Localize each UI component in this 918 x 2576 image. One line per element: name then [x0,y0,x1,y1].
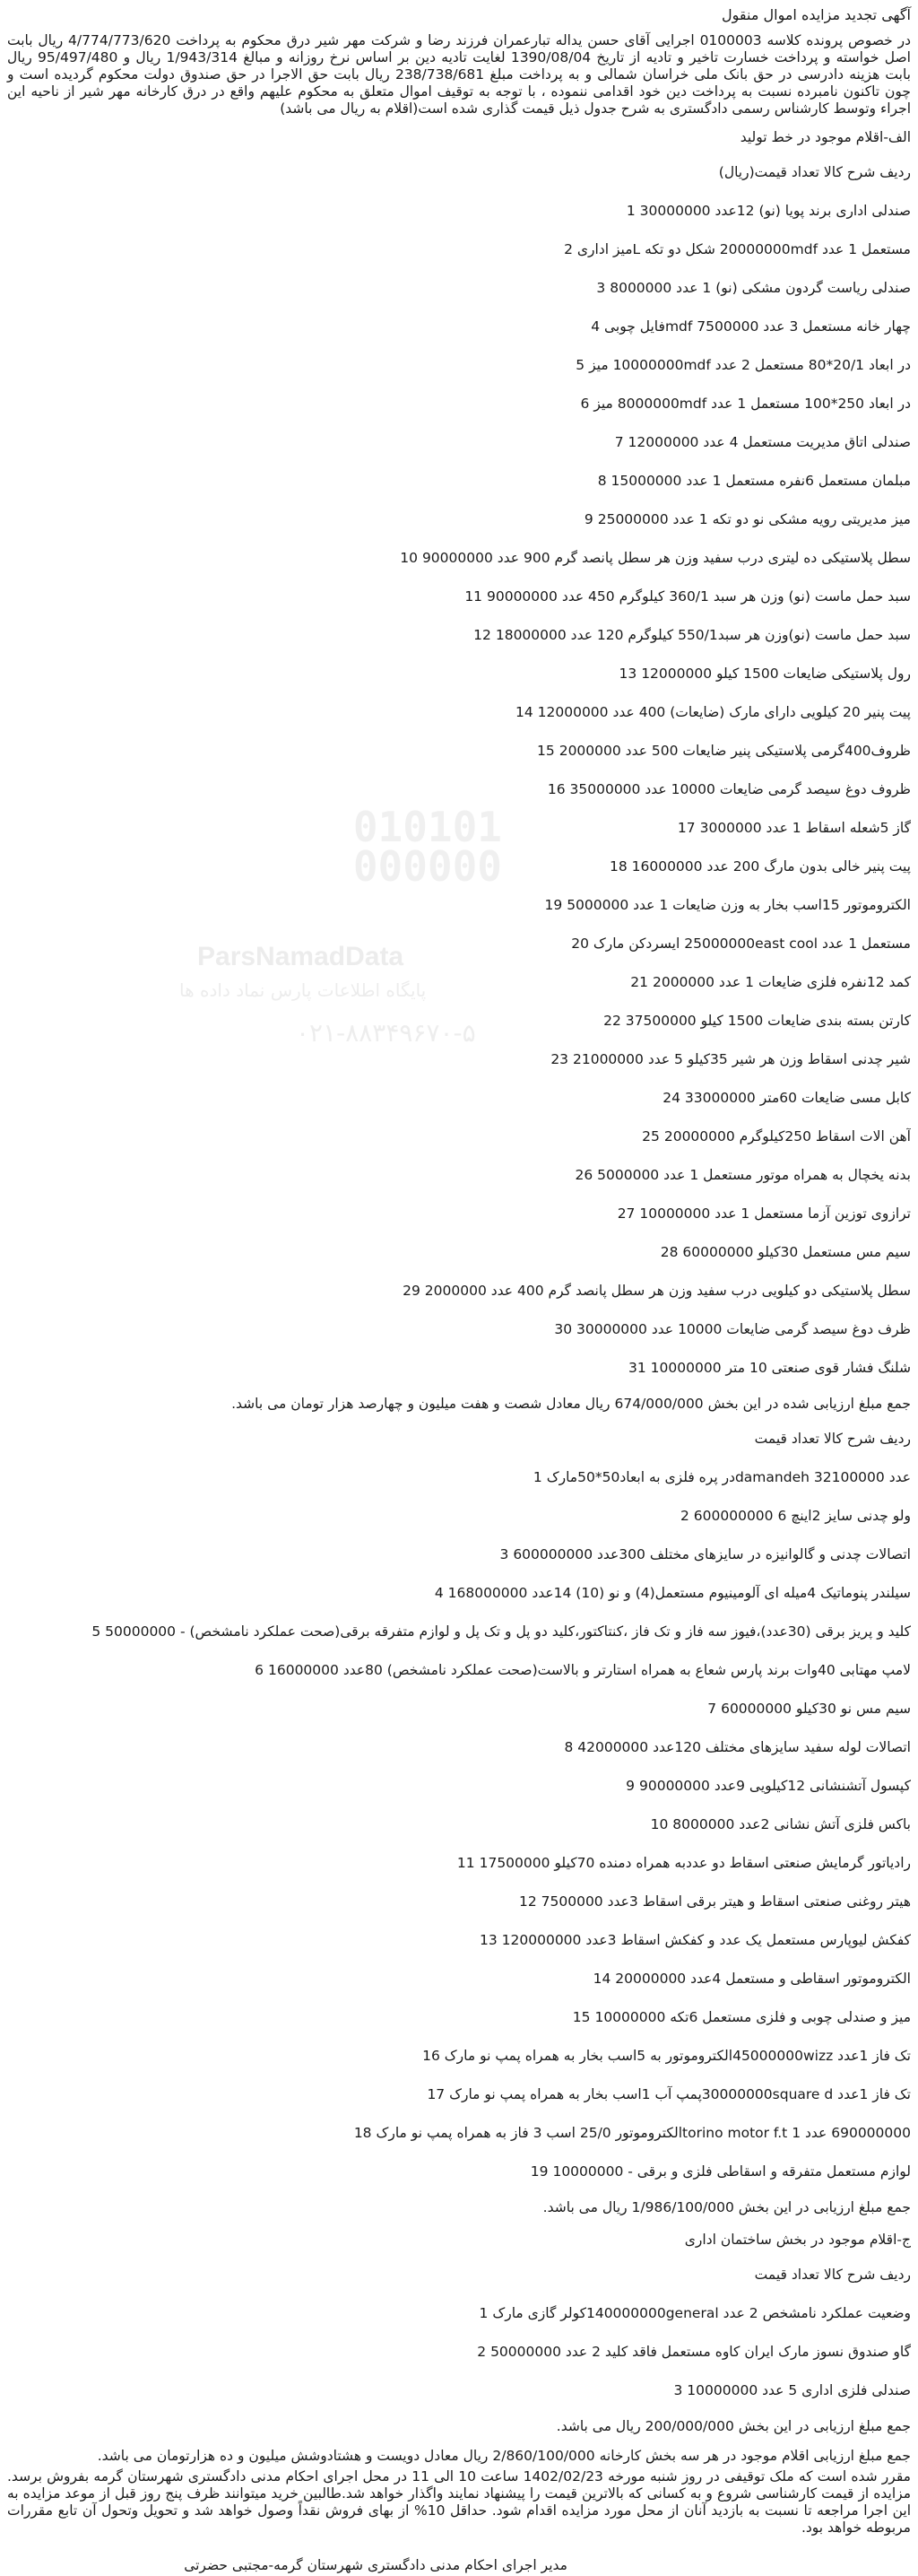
item-row: بدنه یخچال به همراه موتور مستعمل 1 عدد 5000000 26 [575,1167,911,1183]
item-row: در ابعاد 250*100 مستعمل 1 عدد 8000000mdf میز 6 [580,396,911,412]
item-row: تک فاز 1عدد 30000000square dپمپ آب 1اسب بخار به همراه پمپ نو مارک 17 [427,2086,911,2102]
item-row: صندلی فلزی اداری 5 عدد 10000000 3 [673,2382,911,2398]
section-c-header-row: ردیف شرح کالا تعداد قیمت [754,2267,911,2283]
item-row: صندلی ریاست گردون مشکی (نو) 1 عدد 8000000 3 [596,280,911,296]
item-row: مستعمل 1 عدد 25000000east cool ایسردکن مارک 20 [571,936,911,952]
item-row: لوازم مستعمل متفرقه و اسقاطی فلزی و برقی - 10000000 19 [530,2163,911,2180]
item-row: کفکش لیوپارس مستعمل یک عدد و کفکش اسقاط 3عدد 120000000 13 [479,1932,911,1948]
watermark-brand: ParsNamadData [197,942,404,971]
item-row: اتصالات چدنی و گالوانیزه در سایزهای مختلف 300عدد 600000000 3 [499,1546,911,1562]
watermark-subtitle: پایگاه اطلاعات پارس نماد داده ها [179,979,427,1001]
item-row: الکتروموتور 15اسب بخار به وزن ضایعات 1 عدد 5000000 19 [544,897,911,913]
item-row: سبد حمل ماست (نو) وزن هر سبد 360/1 کیلوگرم 450 عدد 90000000 11 [464,588,911,605]
item-row: سطل پلاستیکی دو کیلویی درب سفید وزن هر سطل پانصد گرم 400 عدد 2000000 29 [403,1283,911,1299]
watermark-digits: 010101 000000 [352,803,502,891]
item-row: صندلی اداری برند پویا (نو) 12عدد 30000000 1 [626,203,911,219]
item-row: ظرف دوغ سیصد گرمی ضایعات 10000 عدد 30000000 30 [554,1321,911,1337]
item-row: سیم مس نو 30کیلو 60000000 7 [707,1701,911,1717]
item-row: سیم مس مستعمل 30کیلو 60000000 28 [660,1244,911,1260]
item-row: کپسول آتشنشانی 12کیلویی 9عدد 90000000 9 [626,1778,911,1794]
grand-total: جمع مبلغ ارزیابی اقلام موجود در هر سه بخش کارخانه 2/860/100/000 ریال معادل دویست و هشتادوشش میلیون و ده هزارتومان می باشد. [97,2448,911,2464]
item-row: مستعمل 1 عدد 20000000mdf شکل دو تکه Lمیز اداری 2 [564,241,911,257]
section-a-header-row: ردیف شرح کالا تعداد قیمت(ریال) [718,164,911,180]
item-row: 690000000 عدد 1 torino motor f.tالکتروموتور 25/0 اسب 3 فاز به همراه پمپ نو مارک 18 [353,2125,911,2141]
item-row: رول پلاستیکی ضایعات 1500 کیلو 12000000 13 [619,666,911,682]
item-row: شیر چدنی اسقاط وزن هر شیر 35کیلو 5 عدد 21000000 23 [550,1051,911,1067]
item-row: رادیاتور گرمایش صنعتی اسقاط دو عددبه همراه دمنده 70کیلو 17500000 11 [456,1855,911,1871]
page-title: آگهی تجدید مزایده اموال منقول [722,6,911,23]
item-row: سبد حمل ماست (نو)وزن هر سبد550/1 کیلوگرم 120 عدد 18000000 12 [473,627,911,643]
item-row: میز و صندلی چوبی و فلزی مستعمل 6تکه 10000000 15 [572,2009,911,2025]
item-row: ترازوی توزین آزما مستعمل 1 عدد 10000000 27 [617,1205,911,1222]
item-row: کلید و پریز برقی (30عدد)،فیوز سه فاز و تک فاز ،کنتاکتور،کلید دو پل و تک پل و لوازم متفرقه برقی(صحت عملکرد نامشخص) - 50000000 5 [91,1623,911,1640]
item-row: الکتروموتور اسقاطی و مستعمل 4عدد 20000000 14 [593,1971,911,1987]
item-row: تک فاز 1عدد 45000000wizzالکتروموتور به 5اسب بخار به همراه پمپ نو مارک 16 [422,2048,911,2064]
section-b-header-row: ردیف شرح کالا تعداد قیمت [754,1431,911,1447]
item-row: میز مدیریتی رویه مشکی نو دو تکه 1 عدد 25000000 9 [584,511,911,527]
item-row: پیت پنیر خالی بدون مارگ 200 عدد 16000000 18 [609,858,911,875]
section-b-items [7,1458,911,2191]
item-row: چهار خانه مستعمل 3 عدد 7500000 mdfفایل چوبی 4 [591,318,911,335]
item-row: کارتن بسته بندی ضایعات 1500 کیلو 37500000 22 [603,1013,911,1029]
item-row: گاو صندوق نسوز مارک ایران کاوه مستعمل فاقد کلید 2 عدد 50000000 2 [477,2344,911,2360]
intro-paragraph: در خصوص پرونده کلاسه 0100003 اجرایی آقای حسن یداله تبارعمران فرزند رضا و شرکت مهر شیر درق محکوم به پرداخت 4/774/773/620 ریال بابت اصل خواسته و پرداخت خسارت تاخیر و تادیه از تاریخ 1390/08/04 لغایت تادیه دین بر اساس نرخ روزانه و مبالغ 1/943/314 ریال و 95/497/480 ریال بابت هزینه دادرسی در حق بانک ملی خراسان شمالی و به پرداخت مبلغ 238/738/681 ریال بابت حق الاجرا در حق صندوق دولت محکوم گردیده است و چون تاکنون نامبرده نسبت به پرداخت دین خود اقدامی ننموده ، با توجه به توقیف اموال متعلق به محکوم علیهم واقع در درق کارخانه مهر شیر از ناحیه این اجراء وتوسط کارشناس رسمی دادگستری به شرح جدول ذیل قیمت گذاری شده است(اقلام به ریال می باشد) [7,32,911,117]
section-c-items [7,2294,911,2410]
item-row: صندلی اتاق مدیریت مستعمل 4 عدد 12000000 7 [614,434,911,450]
item-row: ظروف دوغ سیصد گرمی ضایعات 10000 عدد 35000000 16 [547,781,911,797]
item-row: در ابعاد 20/1*80 مستعمل 2 عدد 10000000mdf میز 5 [576,357,911,373]
item-row: گاز 5شعله اسقاط 1 عدد 3000000 17 [677,820,911,836]
item-row: لامپ مهتابی 40وات برند پارس شعاع به همراه استارتر و بالاست(صحت عملکرد نامشخص) 80عدد 16000000 6 [255,1662,911,1678]
signature-line: مدیر اجرای احکام مدنی دادگستری شهرستان گرمه-مجتبی حضرتی [184,2557,567,2573]
item-row: ظروف400گرمی پلاستیکی پنیر ضایعات 500 عدد 2000000 15 [537,743,911,759]
item-row: سیلندر پنوماتیک 4میله ای آلومینیوم مستعمل(4) و نو (10) 14عدد 168000000 4 [434,1585,911,1601]
section-c-total: جمع مبلغ ارزیابی در این بخش 200/000/000 ریال می باشد. [556,2418,911,2434]
item-row: وضعیت عملکرد نامشخص 2 عدد 140000000generalکولر گازی مارک 1 [479,2305,911,2321]
item-row: پیت پنیر 20 کیلویی دارای مارک (ضایعات) 400 عدد 12000000 14 [515,704,911,720]
item-row: باکس فلزی آتش نشانی 2عدد 8000000 10 [650,1816,911,1832]
item-row: آهن الات اسقاط 250کیلوگرم 20000000 25 [642,1128,911,1144]
item-row: عدد 32100000 damandehدر پره فلزی به ابعاد50*50مارک 1 [533,1469,911,1485]
auction-terms: مقرر شده است که ملک توقیفی در روز شنبه مورخه 1402/02/23 ساعت 10 الی 11 در محل اجرای احکام مدنی دادگستری شهرستان گرمه بفروش برسد. مزایده از قیمت کارشناسی شروع و به کسانی که بالاترین قیمت را پیشنهاد نمایند واگذار خواهد شد.طالبین خرید میتوانند ظرف پنج روز قبل از موعد مزایده به این اجرا مراجعه تا نسبت به بازدید آنان از محل مورد مزایده اقدام شود. حداقل 10% از بهای فروش نقداً وصول خواهد شد و تحویل وتحول آن تابع مقررات مربوطه خواهد بود. [7,2468,911,2536]
item-row: اتصالات لوله سفید سایزهای مختلف 120عدد 42000000 8 [564,1739,911,1755]
watermark-phone: ۰۲۱-۸۸۳۴۹۶۷۰-۵ [296,1018,476,1048]
item-row: کمد 12نفره فلزی ضایعات 1 عدد 2000000 21 [630,974,911,990]
section-a-total: جمع مبلغ ارزیابی شده در این بخش 674/000/000 ریال معادل شصت و هفت میلیون و چهارصد هزار تومان می باشد. [231,1396,911,1412]
item-row: ولو چدنی سایز 2اینچ 6 600000000 2 [680,1508,911,1524]
item-row: کابل مسی ضایعات 60متر 33000000 24 [663,1090,911,1106]
section-a-heading: الف-اقلام موجود در خط تولید [740,129,911,145]
item-row: شلنگ فشار قوی صنعتی 10 متر 10000000 31 [628,1360,911,1376]
item-row: سطل پلاستیکی ده لیتری درب سفید وزن هر سطل پانصد گرم 900 عدد 90000000 10 [400,550,911,566]
section-c-heading: ج-اقلام موجود در بخش ساختمان اداری [684,2232,911,2248]
item-row: هیتر روغنی صنعتی اسقاط و هیتر برقی اسقاط 3عدد 7500000 12 [518,1893,911,1910]
item-row: مبلمان مستعمل 6نفره مستعمل 1 عدد 15000000 8 [597,473,911,489]
section-b-total: جمع مبلغ ارزیابی در این بخش 1/986/100/000 ریال می باشد. [542,2199,911,2215]
section-a-items [7,192,911,1388]
